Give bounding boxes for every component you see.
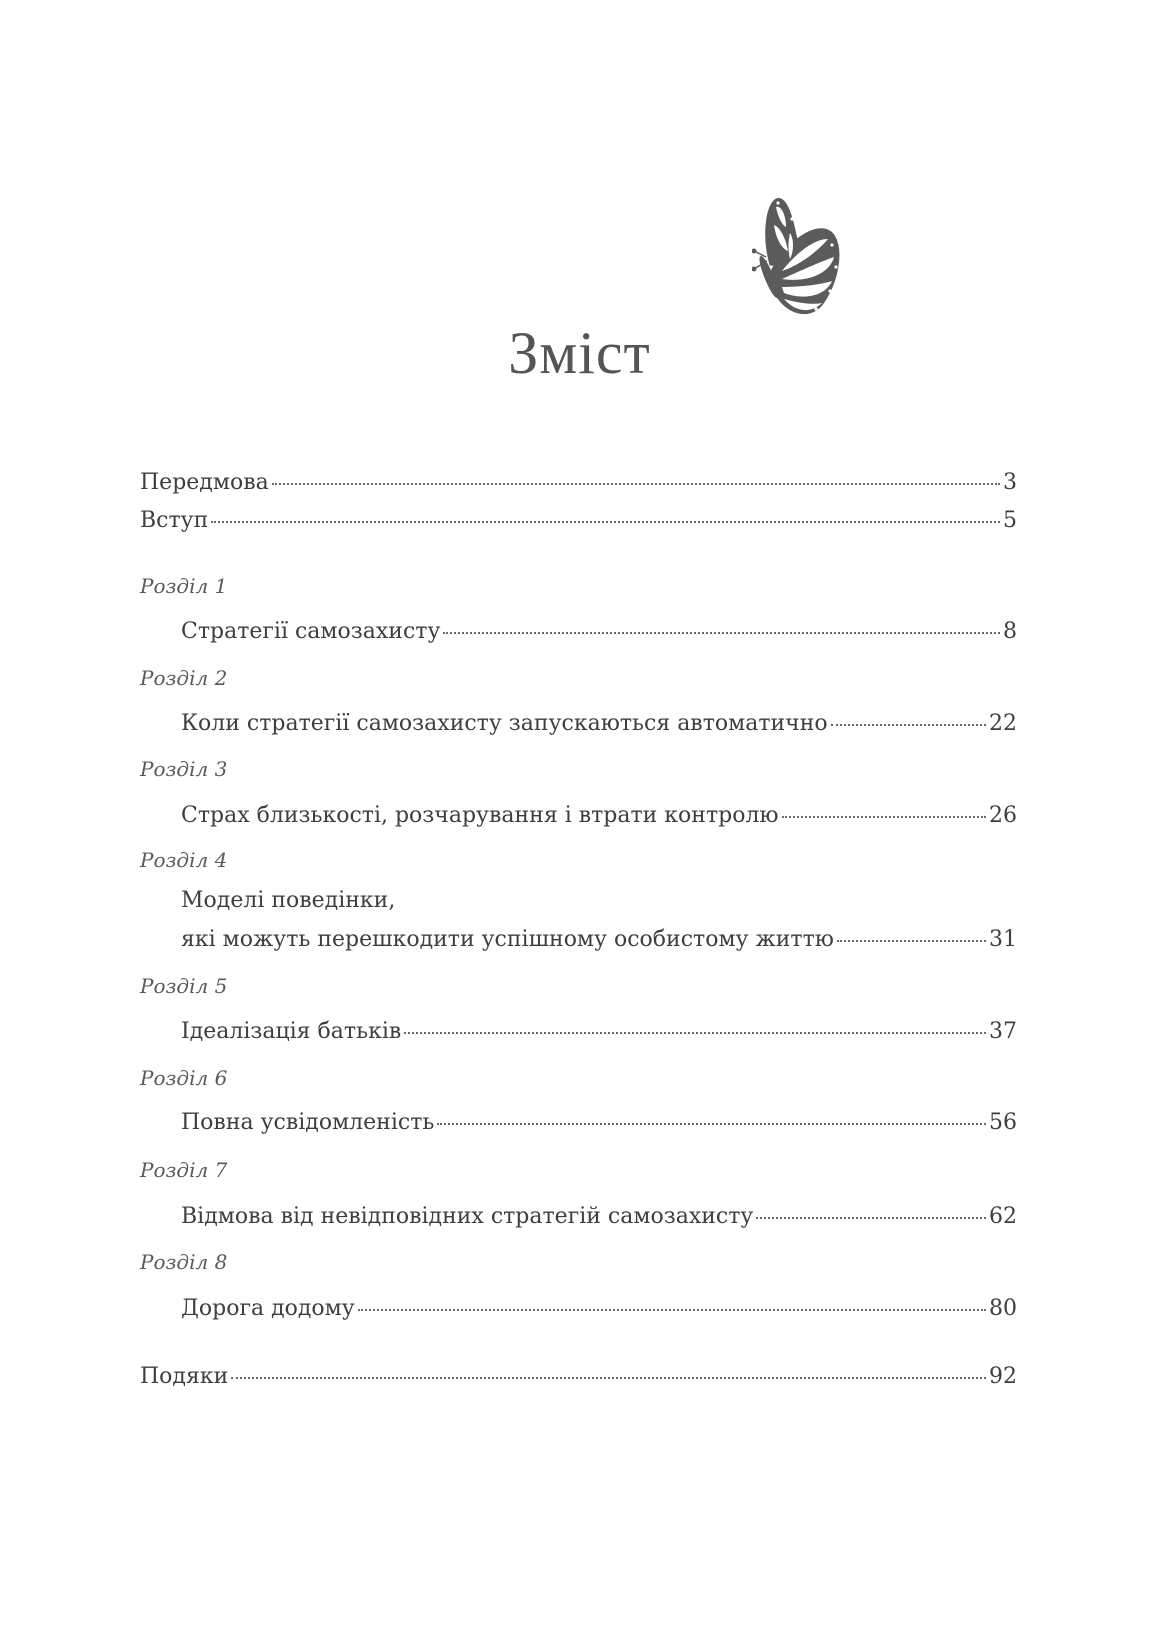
dot-leader bbox=[231, 1376, 986, 1379]
dot-leader bbox=[837, 939, 986, 942]
toc-entry-chapter-6[interactable] bbox=[181, 1108, 1017, 1138]
toc-page-number: 3 bbox=[1003, 470, 1017, 495]
dot-leader bbox=[404, 1031, 986, 1034]
toc-entry-title: Подяки bbox=[140, 1364, 229, 1389]
toc-page-number: 62 bbox=[989, 1204, 1017, 1229]
chapter-heading-1: Розділ 1 bbox=[140, 574, 228, 598]
toc-page-number: 8 bbox=[1003, 619, 1017, 644]
toc-entry-chapter-5[interactable] bbox=[181, 1017, 1017, 1047]
toc-entry-acknowledgements[interactable] bbox=[140, 1362, 1017, 1392]
dot-leader bbox=[831, 723, 986, 726]
toc-entry-title: Ідеалізація батьків bbox=[181, 1019, 402, 1044]
toc-entry-chapter-4-line-1: Моделі поведінки, bbox=[181, 888, 396, 913]
chapter-heading-6: Розділ 6 bbox=[140, 1066, 228, 1090]
toc-page-number: 26 bbox=[989, 803, 1017, 828]
toc-entry-title: Дорога додому bbox=[181, 1296, 355, 1321]
dot-leader bbox=[782, 815, 986, 818]
toc-entry-chapter-4[interactable] bbox=[181, 925, 1017, 955]
toc-entry-chapter-7[interactable] bbox=[181, 1202, 1017, 1232]
chapter-heading-5: Розділ 5 bbox=[140, 974, 228, 998]
toc-entry-title: Страх близькості, розчарування і втрати контролю bbox=[181, 803, 779, 828]
chapter-heading-7: Розділ 7 bbox=[140, 1158, 228, 1182]
dot-leader bbox=[211, 520, 1000, 523]
page-title: Зміст bbox=[508, 320, 651, 386]
toc-page-number: 80 bbox=[989, 1296, 1017, 1321]
toc-entry-title: Відмова від невідповідних стратегій самозахисту bbox=[181, 1204, 754, 1229]
dot-leader bbox=[756, 1216, 986, 1219]
toc-entry-chapter-1[interactable] bbox=[181, 617, 1017, 647]
toc-page-number: 37 bbox=[989, 1019, 1017, 1044]
toc-entry-foreword[interactable] bbox=[140, 468, 1017, 498]
chapter-heading-8: Розділ 8 bbox=[140, 1250, 228, 1274]
dot-leader bbox=[272, 482, 1000, 485]
chapter-heading-3: Розділ 3 bbox=[140, 757, 228, 781]
toc-entry-chapter-8[interactable] bbox=[181, 1294, 1017, 1324]
toc-page-number: 22 bbox=[989, 711, 1017, 736]
toc-entry-title: Стратегії самозахисту bbox=[181, 619, 441, 644]
chapter-heading-4: Розділ 4 bbox=[140, 848, 228, 872]
dot-leader bbox=[358, 1308, 986, 1311]
chapter-heading-2: Розділ 2 bbox=[140, 666, 228, 690]
toc-entry-chapter-3[interactable] bbox=[181, 801, 1017, 831]
dot-leader bbox=[437, 1122, 986, 1125]
toc-page-number: 92 bbox=[989, 1364, 1017, 1389]
toc-entry-title: які можуть перешкодити успішному особистому життю bbox=[181, 927, 834, 952]
dot-leader bbox=[443, 631, 1000, 634]
toc-entry-introduction[interactable] bbox=[140, 506, 1017, 536]
toc-page-number: 56 bbox=[989, 1110, 1017, 1135]
toc-entry-title: Вступ bbox=[140, 508, 209, 533]
toc-entry-title: Повна усвідомленість bbox=[181, 1110, 435, 1135]
toc-entry-chapter-2[interactable] bbox=[181, 709, 1017, 739]
toc-entry-title: Передмова bbox=[140, 470, 269, 495]
toc-page-number: 5 bbox=[1003, 508, 1017, 533]
toc-page-number: 31 bbox=[989, 927, 1017, 952]
toc-entry-title: Коли стратегії самозахисту запускаються автоматично bbox=[181, 711, 828, 736]
